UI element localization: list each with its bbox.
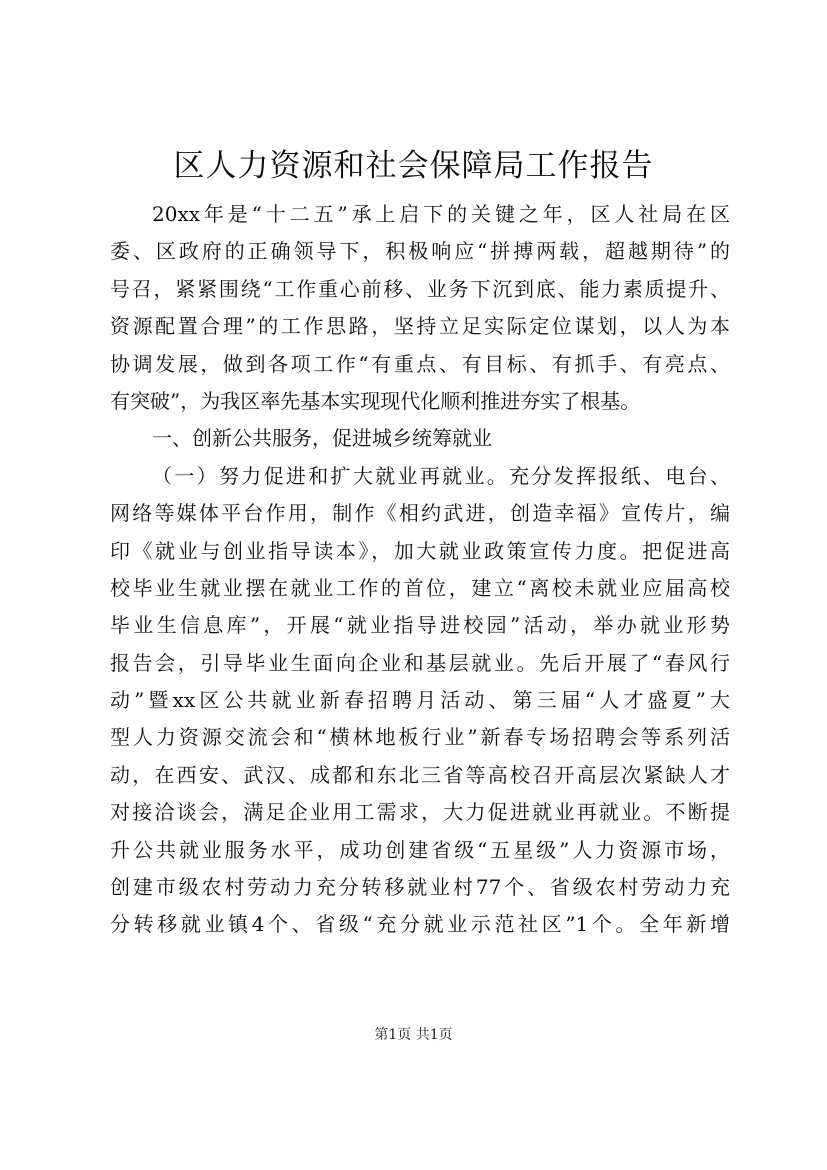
paragraph-line: 号召，紧紧围绕“工作重心前移、业务下沉到底、能力素质提升、 — [110, 276, 730, 301]
paragraph-line: 协调发展，做到各项工作“有重点、有目标、有抓手、有亮点、 — [110, 351, 730, 376]
document-body — [110, 196, 730, 944]
paragraph-line: 分转移就业镇4个、省级“充分就业示范社区”1个。全年新增 — [110, 912, 730, 937]
paragraph-line: （一）努力促进和扩大就业再就业。充分发挥报纸、电台、 — [152, 463, 730, 488]
paragraph-line: 升公共就业服务水平，成功创建省级“五星级”人力资源市场， — [110, 837, 730, 862]
paragraph-line: 网络等媒体平台作用，制作《相约武进，创造幸福》宣传片，编 — [110, 501, 730, 526]
page-number-footer: 第1页 共1页 — [374, 1027, 453, 1043]
paragraph-line: 对接洽谈会，满足企业用工需求，大力促进就业再就业。不断提 — [110, 800, 730, 825]
paragraph-line: 委、区政府的正确领导下，积极响应“拼搏两载，超越期待”的 — [110, 239, 730, 264]
paragraph-line: 创建市级农村劳动力充分转移就业村77个、省级农村劳动力充 — [110, 875, 730, 900]
section-heading: 一、创新公共服务，促进城乡统筹就业 — [152, 426, 492, 451]
paragraph-line: 有突破”，为我区率先基本实现现代化顺利推进夯实了根基。 — [110, 388, 641, 413]
paragraph-line: 20xx年是“十二五”承上启下的关键之年，区人社局在区 — [152, 202, 730, 226]
paragraph-line: 校毕业生就业摆在就业工作的首位，建立“离校未就业应届高校 — [110, 575, 730, 600]
paragraph-line: 动”暨xx区公共就业新春招聘月活动、第三届“人才盛夏”大 — [110, 688, 730, 713]
paragraph-line: 资源配置合理”的工作思路，坚持立足实际定位谋划，以人为本 — [110, 314, 730, 339]
paragraph-line: 报告会，引导毕业生面向企业和基层就业。先后开展了“春风行 — [110, 650, 730, 675]
paragraph-line: 型人力资源交流会和“横林地板行业”新春专场招聘会等系列活 — [110, 725, 730, 750]
paragraph-line: 印《就业与创业指导读本》，加大就业政策宣传力度。把促进高 — [110, 538, 730, 563]
paragraph-line: 毕业生信息库”，开展“就业指导进校园”活动，举办就业形势 — [110, 613, 730, 638]
document-title: 区人力资源和社会保障局工作报告 — [173, 148, 654, 184]
paragraph-line: 动，在西安、武汉、成都和东北三省等高校召开高层次紧缺人才 — [110, 762, 730, 787]
